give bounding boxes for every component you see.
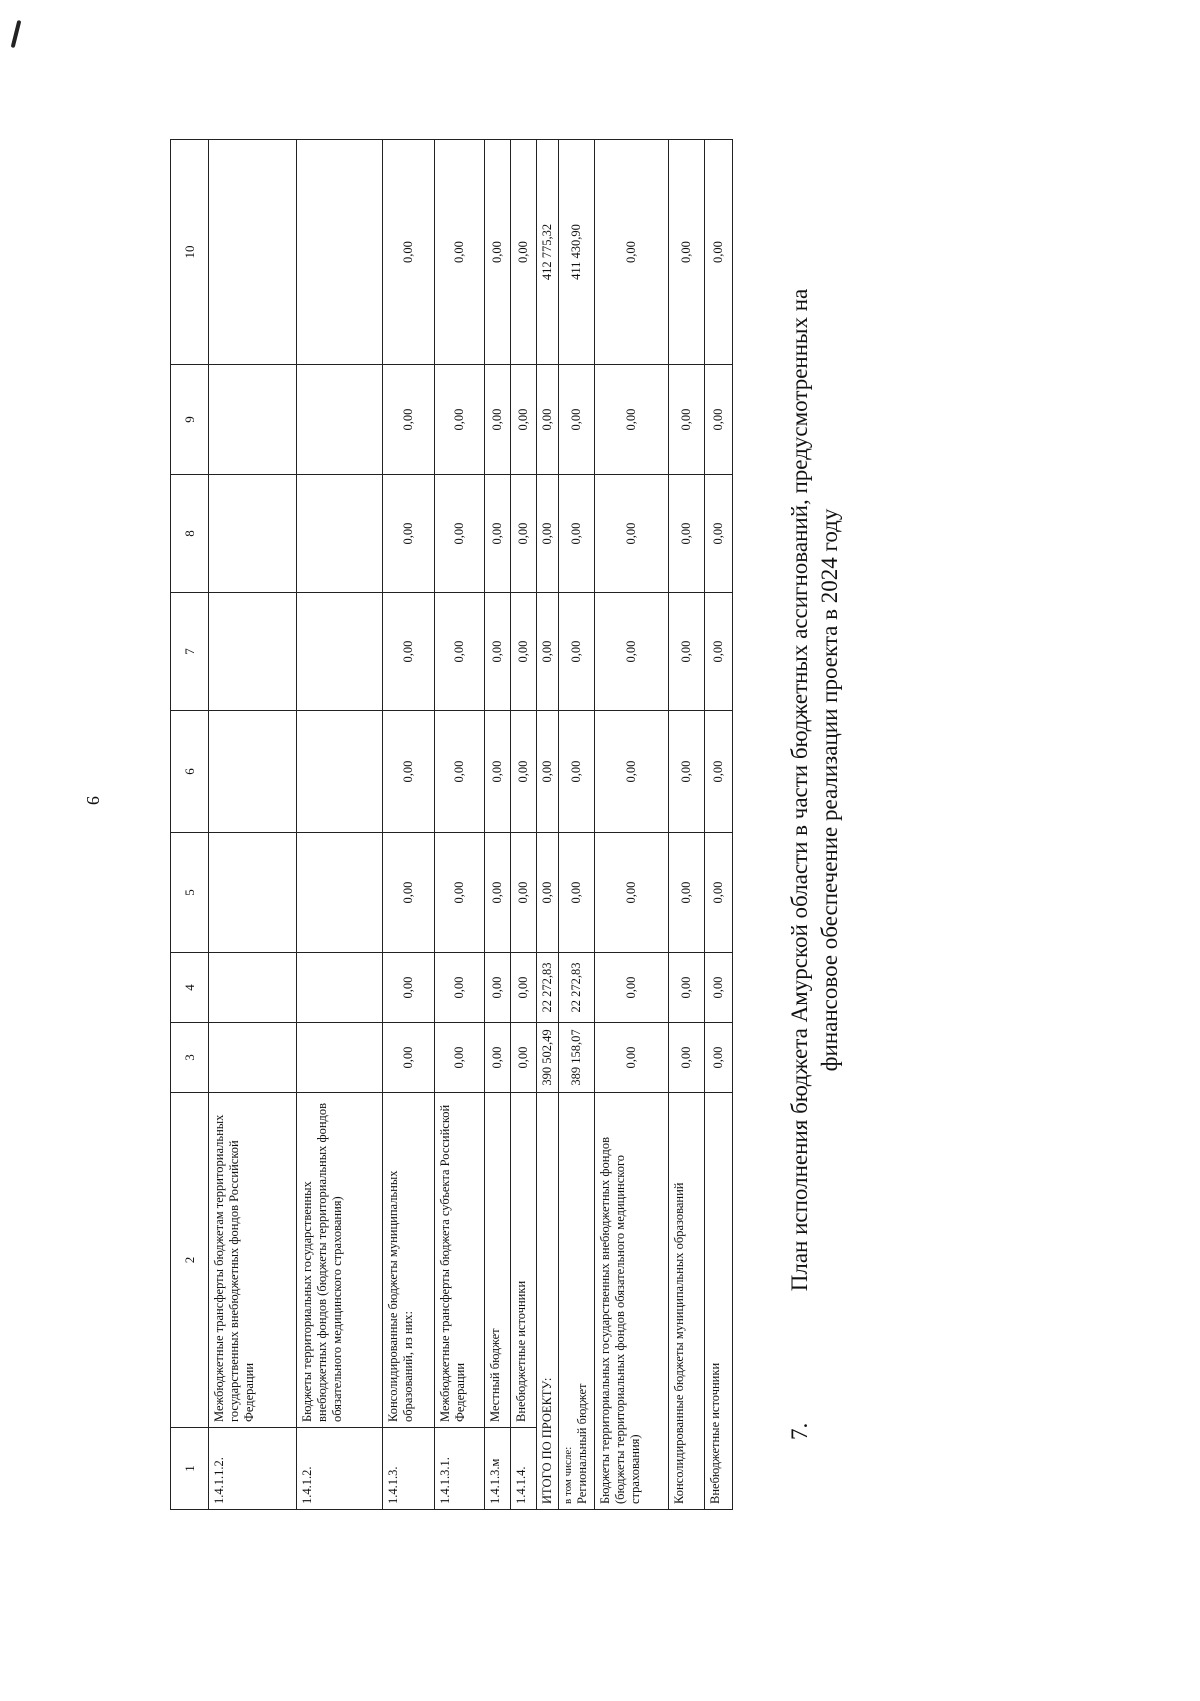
value-cell: 0,00: [485, 833, 511, 953]
breakdown-value-cell: 0,00: [595, 593, 669, 711]
row-name-cell: Межбюджетные трансферты бюджета субъекта Российской Федерации: [435, 1093, 485, 1428]
breakdown-value-cell: 411 430,90: [559, 140, 595, 365]
breakdown-name-cell: [705, 1093, 733, 1510]
breakdown-value-cell: 0,00: [705, 953, 733, 1023]
value-cell: 0,00: [383, 475, 435, 593]
total-value-cell: 0,00: [537, 365, 559, 475]
value-cell: 0,00: [485, 1023, 511, 1093]
breakdown-value-cell: 389 158,07: [559, 1023, 595, 1093]
table-body: [171, 140, 733, 1510]
row-name-cell: Бюджеты территориальных государственных внебюджетных фондов (бюджеты территориальных фондов обязательного медицинского страхования): [297, 1093, 383, 1428]
value-cell: [297, 140, 383, 365]
breakdown-row: [559, 140, 595, 1510]
breakdown-value-cell: 0,00: [705, 140, 733, 365]
value-cell: 0,00: [383, 365, 435, 475]
table-row: [435, 140, 485, 1510]
breakdown-value-cell: 0,00: [595, 365, 669, 475]
column-header: 10: [171, 140, 209, 365]
breakdown-name: Консолидированные бюджеты муниципальных образований: [672, 1182, 686, 1504]
breakdown-value-cell: 0,00: [559, 833, 595, 953]
value-cell: [209, 711, 297, 833]
column-header: 5: [171, 833, 209, 953]
breakdown-value-cell: 0,00: [705, 593, 733, 711]
column-header: 3: [171, 1023, 209, 1093]
value-cell: [209, 593, 297, 711]
breakdown-value-cell: 0,00: [559, 711, 595, 833]
breakdown-name: Бюджеты территориальных государственных внебюджетных фондов (бюджеты территориальных фондов обязательного медицинского страхования): [598, 1137, 642, 1504]
row-code-cell: 1.4.1.3.1.: [435, 1428, 485, 1510]
section-title-line-2: финансовое обеспечение реализации проекта в 2024 году: [817, 508, 842, 1072]
value-cell: 0,00: [435, 365, 485, 475]
breakdown-value-cell: 0,00: [669, 833, 705, 953]
total-label-cell: ИТОГО ПО ПРОЕКТУ:: [537, 1093, 559, 1510]
breakdown-value-cell: 0,00: [705, 475, 733, 593]
value-cell: 0,00: [485, 711, 511, 833]
total-value-cell: 412 775,32: [537, 140, 559, 365]
breakdown-value-cell: 0,00: [595, 140, 669, 365]
value-cell: 0,00: [511, 953, 537, 1023]
value-cell: 0,00: [511, 140, 537, 365]
breakdown-row: [595, 140, 669, 1510]
value-cell: [297, 833, 383, 953]
total-value-cell: 0,00: [537, 711, 559, 833]
section-heading: [785, 140, 845, 1440]
column-header: 1: [171, 1428, 209, 1510]
row-code-cell: 1.4.1.4.: [511, 1428, 537, 1510]
column-header: 8: [171, 475, 209, 593]
value-cell: 0,00: [485, 365, 511, 475]
value-cell: [209, 953, 297, 1023]
value-cell: 0,00: [485, 140, 511, 365]
breakdown-prefix: в том числе:: [562, 1446, 574, 1504]
row-name-cell: Внебюджетные источники: [511, 1093, 537, 1428]
total-row: [537, 140, 559, 1510]
value-cell: [209, 475, 297, 593]
section-title-line-1: План исполнения бюджета Амурской области в части бюджетных ассигнований, предусмотренных на: [787, 288, 812, 1292]
section-number: 7.: [787, 1422, 812, 1440]
value-cell: [209, 140, 297, 365]
breakdown-value-cell: 0,00: [559, 593, 595, 711]
value-cell: [297, 475, 383, 593]
row-name-cell: Межбюджетные трансферты бюджетам территориальных государственных внебюджетных фондов Российской Федерации: [209, 1093, 297, 1428]
total-value-cell: 22 272,83: [537, 953, 559, 1023]
column-header: 4: [171, 953, 209, 1023]
value-cell: 0,00: [435, 593, 485, 711]
value-cell: 0,00: [511, 365, 537, 475]
value-cell: 0,00: [485, 953, 511, 1023]
breakdown-name-cell: [669, 1093, 705, 1510]
breakdown-value-cell: 0,00: [705, 1023, 733, 1093]
breakdown-name-cell: [559, 1093, 595, 1510]
value-cell: 0,00: [511, 833, 537, 953]
total-value-cell: 390 502,49: [537, 1023, 559, 1093]
column-header: 7: [171, 593, 209, 711]
breakdown-name-cell: [595, 1093, 669, 1510]
total-value-cell: 0,00: [537, 475, 559, 593]
table-row: [511, 140, 537, 1510]
page-number: 9: [83, 796, 103, 805]
rotated-page-content: [170, 140, 842, 1510]
value-cell: [297, 1023, 383, 1093]
value-cell: 0,00: [383, 1023, 435, 1093]
value-cell: 0,00: [511, 1023, 537, 1093]
pen-stroke-mark: [11, 20, 22, 48]
value-cell: 0,00: [383, 593, 435, 711]
value-cell: [209, 833, 297, 953]
value-cell: 0,00: [435, 833, 485, 953]
value-cell: [209, 365, 297, 475]
total-value-cell: 0,00: [537, 593, 559, 711]
breakdown-row: [669, 140, 705, 1510]
breakdown-value-cell: 0,00: [669, 475, 705, 593]
total-value-cell: 0,00: [537, 833, 559, 953]
breakdown-value-cell: 0,00: [595, 475, 669, 593]
value-cell: 0,00: [383, 140, 435, 365]
row-code-cell: 1.4.1.2.: [297, 1428, 383, 1510]
value-cell: 0,00: [511, 475, 537, 593]
breakdown-value-cell: 0,00: [595, 833, 669, 953]
row-name-cell: Консолидированные бюджеты муниципальных образований, из них:: [383, 1093, 435, 1428]
table-row: [297, 140, 383, 1510]
table-row: [383, 140, 435, 1510]
breakdown-value-cell: 0,00: [669, 711, 705, 833]
value-cell: [297, 593, 383, 711]
breakdown-value-cell: 0,00: [669, 1023, 705, 1093]
value-cell: [297, 711, 383, 833]
value-cell: 0,00: [435, 475, 485, 593]
value-cell: 0,00: [485, 475, 511, 593]
breakdown-value-cell: 0,00: [669, 140, 705, 365]
column-header: 9: [171, 365, 209, 475]
value-cell: 0,00: [383, 833, 435, 953]
breakdown-value-cell: 0,00: [559, 365, 595, 475]
breakdown-value-cell: 0,00: [595, 1023, 669, 1093]
column-header: 6: [171, 711, 209, 833]
breakdown-value-cell: 0,00: [595, 711, 669, 833]
value-cell: 0,00: [383, 711, 435, 833]
row-code-cell: 1.4.1.3.м: [485, 1428, 511, 1510]
breakdown-value-cell: 0,00: [705, 365, 733, 475]
value-cell: 0,00: [511, 593, 537, 711]
breakdown-name: Региональный бюджет: [575, 1383, 590, 1504]
value-cell: 0,00: [435, 140, 485, 365]
row-name-cell: Местный бюджет: [485, 1093, 511, 1428]
breakdown-name: Внебюджетные источники: [708, 1362, 722, 1504]
row-code-cell: 1.4.1.1.2.: [209, 1428, 297, 1510]
breakdown-value-cell: 0,00: [705, 833, 733, 953]
value-cell: 0,00: [383, 953, 435, 1023]
value-cell: 0,00: [435, 953, 485, 1023]
breakdown-value-cell: 0,00: [705, 711, 733, 833]
table-header-row: [171, 140, 209, 1510]
value-cell: [297, 365, 383, 475]
budget-table: [170, 139, 733, 1510]
value-cell: 0,00: [511, 711, 537, 833]
table-row: [209, 140, 297, 1510]
breakdown-value-cell: 0,00: [669, 365, 705, 475]
value-cell: 0,00: [435, 1023, 485, 1093]
value-cell: [297, 953, 383, 1023]
value-cell: 0,00: [435, 711, 485, 833]
column-header: 2: [171, 1093, 209, 1428]
table-row: [485, 140, 511, 1510]
breakdown-value-cell: 22 272,83: [559, 953, 595, 1023]
breakdown-value-cell: 0,00: [559, 475, 595, 593]
breakdown-value-cell: 0,00: [595, 953, 669, 1023]
row-code-cell: 1.4.1.3.: [383, 1428, 435, 1510]
value-cell: 0,00: [485, 593, 511, 711]
value-cell: [209, 1023, 297, 1093]
breakdown-value-cell: 0,00: [669, 593, 705, 711]
breakdown-value-cell: 0,00: [669, 953, 705, 1023]
breakdown-row: [705, 140, 733, 1510]
